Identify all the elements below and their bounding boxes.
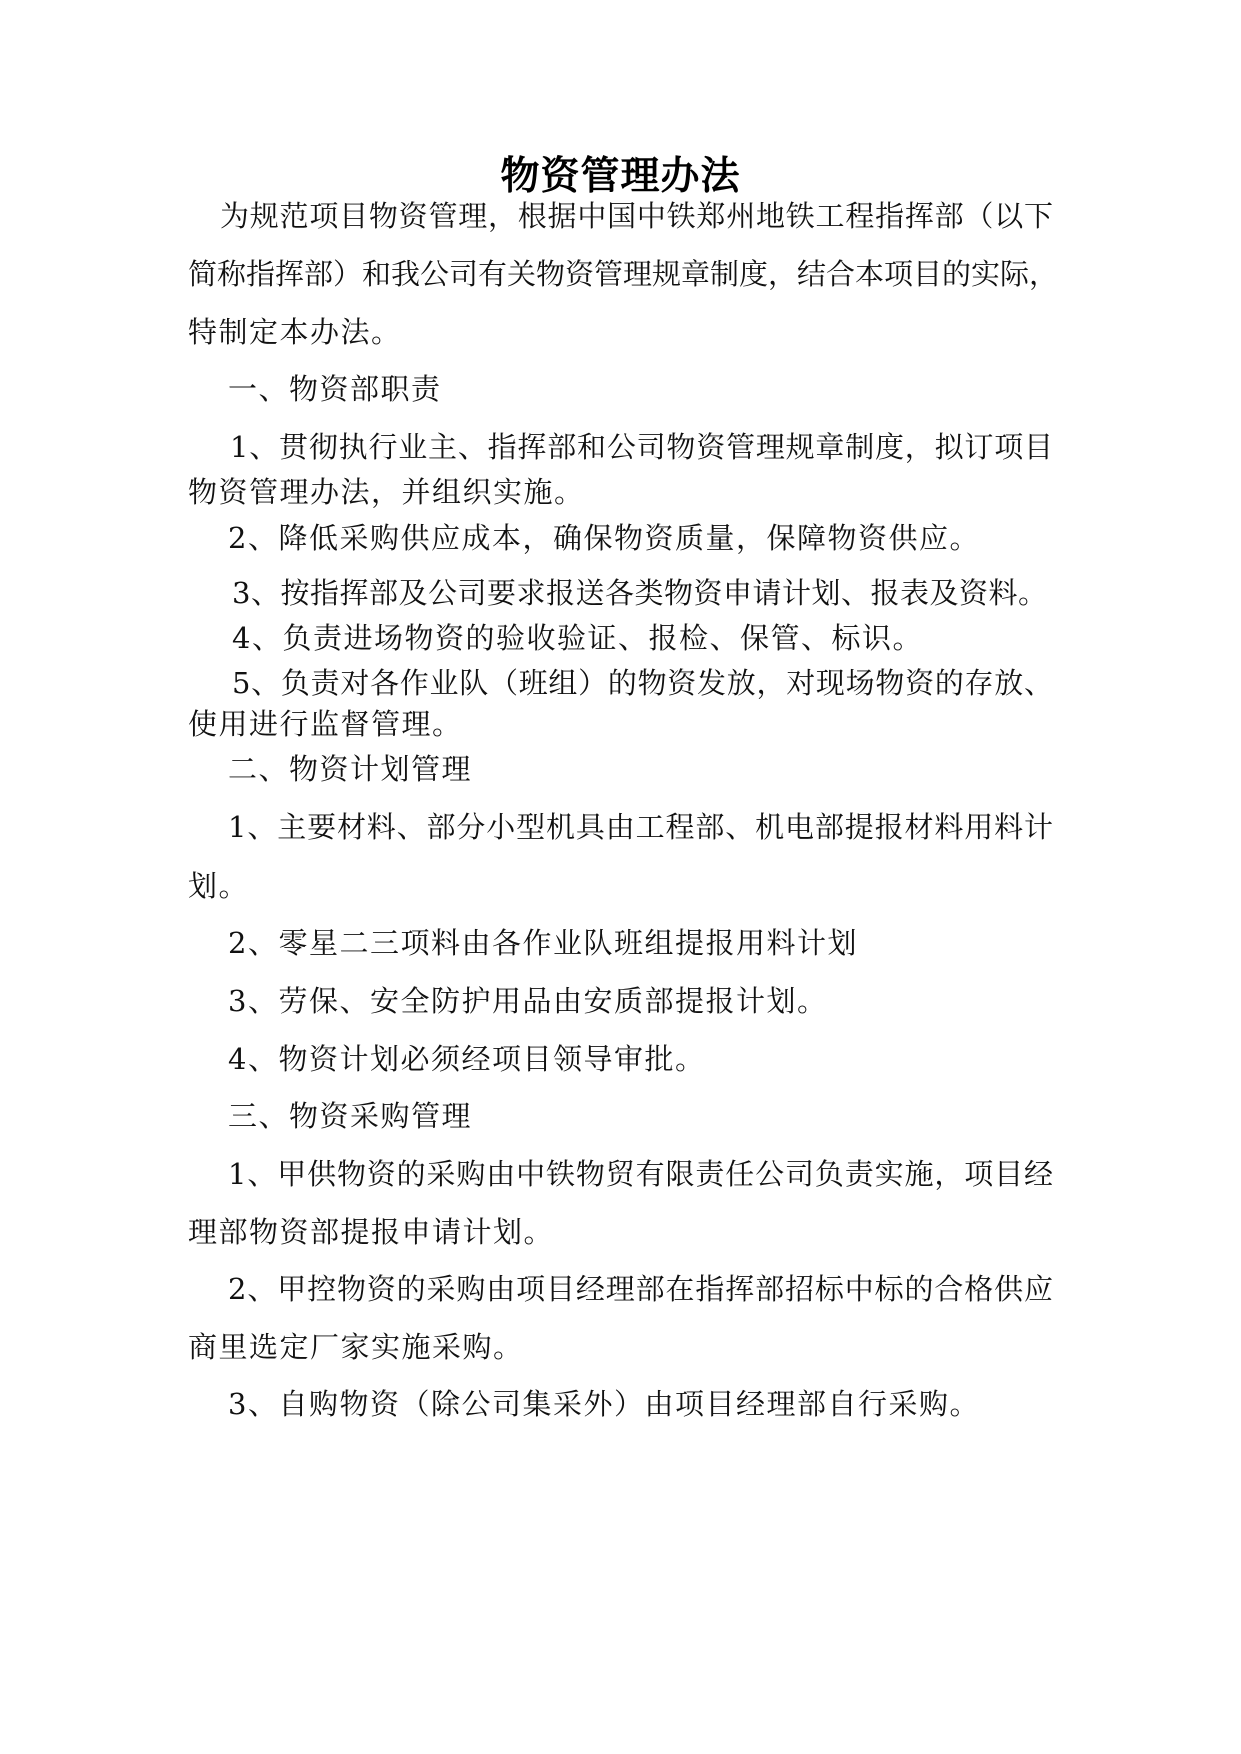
section-1-heading: 一、物资部职责 xyxy=(228,372,442,406)
section-2-heading: 二、物资计划管理 xyxy=(228,752,473,786)
section-1-item-line: 3、按指挥部及公司要求报送各类物资申请计划、报表及资料。 xyxy=(232,576,1048,610)
section-3-item-line: 2、甲控物资的采购由项目经理部在指挥部招标中标的合格供应 xyxy=(228,1272,1053,1306)
section-3-item-line: 1、甲供物资的采购由中铁物贸有限责任公司负责实施，项目经 xyxy=(228,1157,1053,1191)
section-3-heading: 三、物资采购管理 xyxy=(228,1099,473,1133)
section-2-item-line: 1、主要材料、部分小型机具由工程部、机电部提报材料用料计 xyxy=(228,810,1053,844)
section-3-item-line: 商里选定厂家实施采购。 xyxy=(188,1330,524,1364)
section-1-item-line: 1、贯彻执行业主、指挥部和公司物资管理规章制度，拟订项目 xyxy=(230,430,1053,464)
section-1-item-line: 4、负责进场物资的验收验证、报检、保管、标识。 xyxy=(232,621,923,655)
section-2-item-line: 2、零星二三项料由各作业队班组提报用料计划 xyxy=(228,926,858,960)
section-1-item-line: 2、降低采购供应成本，确保物资质量，保障物资供应。 xyxy=(228,521,980,555)
section-2-item-line: 划。 xyxy=(188,869,250,903)
section-3-item-line: 理部物资部提报申请计划。 xyxy=(188,1215,555,1249)
section-2-item-line: 4、物资计划必须经项目领导审批。 xyxy=(228,1042,706,1076)
page-title: 物资管理办法 xyxy=(500,153,741,199)
section-1-item-line: 使用进行监督管理。 xyxy=(188,707,463,741)
section-3-item-line: 3、自购物资（除公司集采外）由项目经理部自行采购。 xyxy=(228,1387,980,1421)
section-2-item-line: 3、劳保、安全防护用品由安质部提报计划。 xyxy=(228,984,828,1018)
intro-line-1: 为规范项目物资管理，根据中国中铁郑州地铁工程指挥部（以下 xyxy=(220,199,1053,233)
intro-line-2: 简称指挥部）和我公司有关物资管理规章制度，结合本项目的实际， xyxy=(188,257,1059,291)
section-1-item-line: 5、负责对各作业队（班组）的物资发放，对现场物资的存放、 xyxy=(232,666,1053,700)
section-1-item-line: 物资管理办法，并组织实施。 xyxy=(188,475,585,509)
intro-line-3: 特制定本办法。 xyxy=(188,315,402,349)
